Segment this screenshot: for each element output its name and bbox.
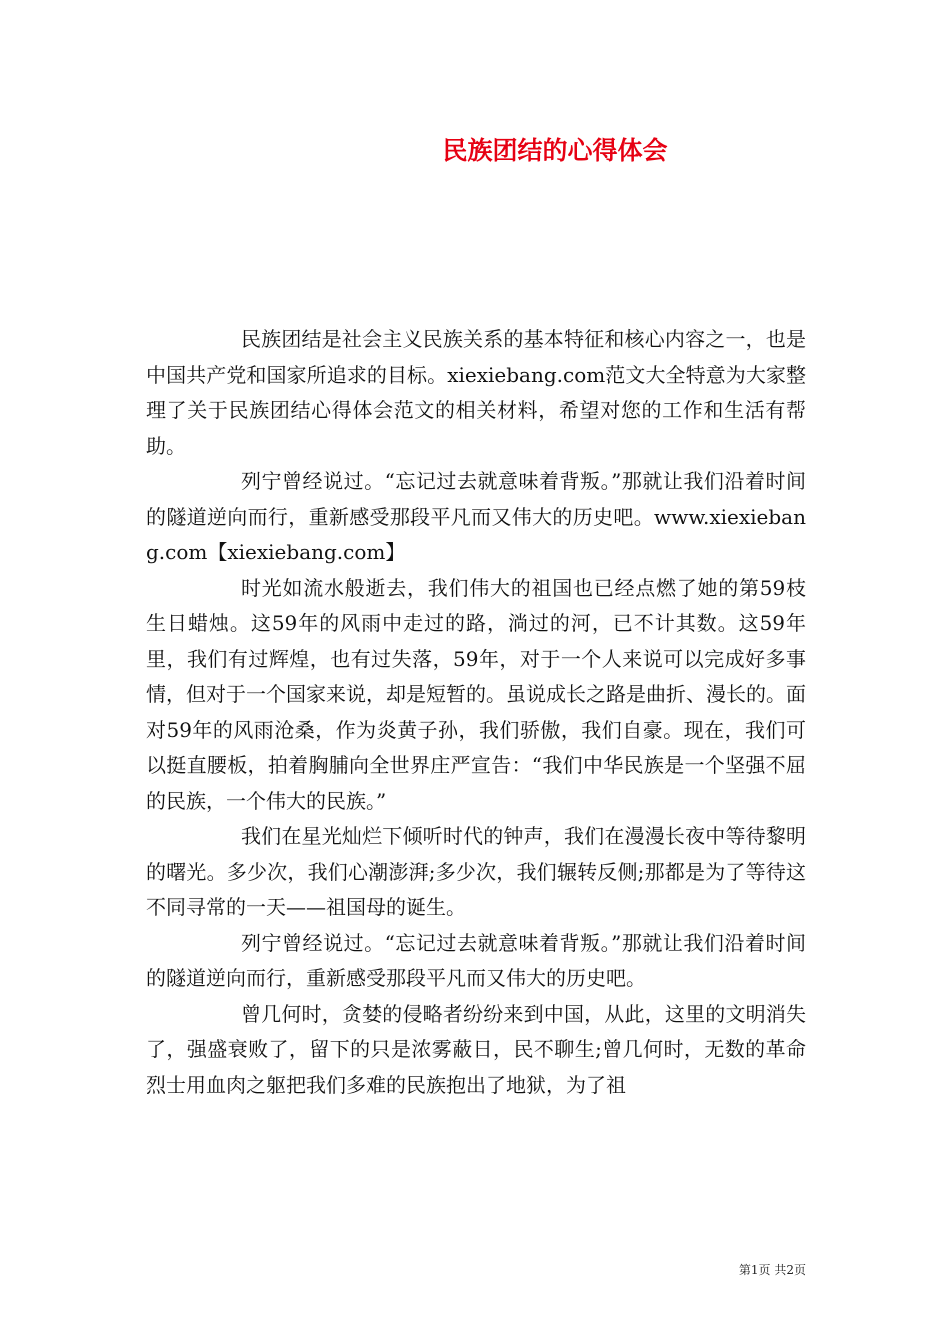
paragraph-2: 列宁曾经说过。“忘记过去就意味着背叛。”那就让我们沿着时间的隧道逆向而行，重新感受那段平凡而又伟大的历史吧。www.xiexiebang.com【xiexiebang.com】 [146,469,806,564]
paragraph-3: 时光如流水般逝去，我们伟大的祖国也已经点燃了她的第59枝生日蜡烛。这59年的风雨中走过的路，淌过的河，已不计其数。这59年里，我们有过辉煌，也有过失落，59年，对于一个人来说可以完成好多事情，但对于一个国家来说，却是短暂的。虽说成长之路是曲折、漫长的。面对59年的风雨沧桑，作为炎黄子孙，我们骄傲，我们自豪。现在，我们可以挺直腰板，拍着胸脯向全世界庄严宣告：“我们中华民族是一个坚强不屈的民族，一个伟大的民族。” [146,575,806,813]
document-title: 民族团结的心得体会 [442,136,668,165]
page-number-footer: 第1页 共2页 [738,1263,806,1277]
paragraph-6: 曾几何时，贪婪的侵略者纷纷来到中国，从此，这里的文明消失了，强盛衰败了，留下的只是浓雾蔽日，民不聊生;曾几何时，无数的革命烈士用血肉之躯把我们多难的民族抱出了地狱，为了祖 [146,1001,806,1097]
paragraph-1: 民族团结是社会主义民族关系的基本特征和核心内容之一，也是中国共产党和国家所追求的目标。xiexiebang.com范文大全特意为大家整理了关于民族团结心得体会范文的相关材料，希望对您的工作和生活有帮助。 [146,327,806,458]
paragraph-4: 我们在星光灿烂下倾听时代的钟声，我们在漫漫长夜中等待黎明的曙光。多少次，我们心潮澎湃;多少次，我们辗转反侧;那都是为了等待这不同寻常的一天——祖国母的诞生。 [146,824,806,919]
document-body [146,322,806,1103]
paragraph-5: 列宁曾经说过。“忘记过去就意味着背叛。”那就让我们沿着时间的隧道逆向而行，重新感受那段平凡而又伟大的历史吧。 [146,930,806,990]
